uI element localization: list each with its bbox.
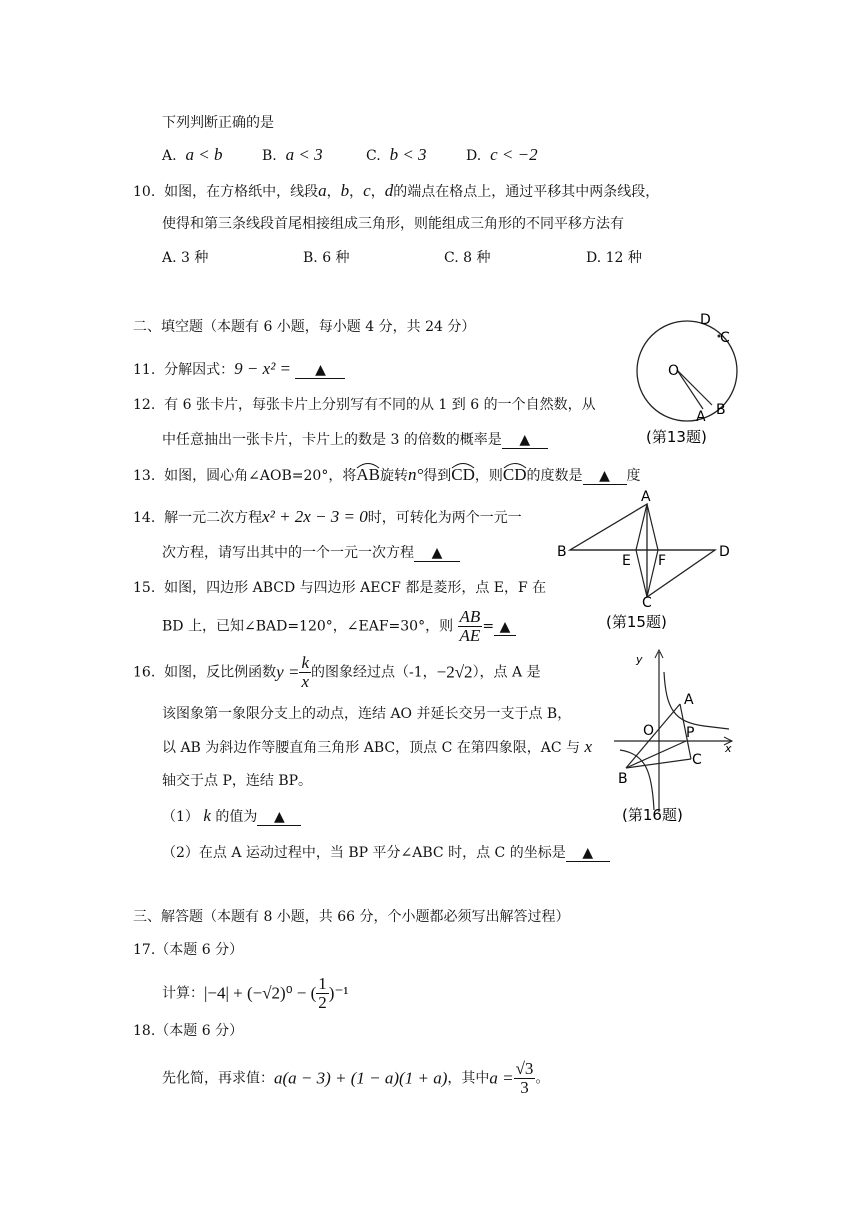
- fig15-label-b: B: [557, 544, 567, 560]
- q16-part1: （1） k 的值为 ▲: [162, 806, 301, 827]
- q10-option-b[interactable]: B. 6 种: [303, 250, 350, 266]
- q12-line1: 12. 有 6 张卡片，每张卡片上分别写有不同的从 1 到 6 的一个自然数，从: [133, 397, 596, 413]
- fig15-label-c: C: [642, 595, 652, 611]
- q16-line1: 16. 如图，反比例函数y = $\frac{k}{x}$ 的图象经过点（-1，−2√2），点 A 是: [133, 653, 541, 691]
- fig16-label-o: O: [643, 723, 655, 739]
- q9-option-a[interactable]: A. a < b: [162, 145, 223, 164]
- section3-heading: 三、解答题（本题有 8 小题，共 66 分，个小题都必须写出解答过程）: [133, 909, 570, 925]
- fig16-label-p: P: [686, 725, 695, 741]
- fig13-label-c: C: [720, 330, 730, 346]
- q15-line2: BD 上，已知∠BAD=120°，∠EAF=30°，则 $\frac{AB}{AE}$ = ▲: [162, 608, 516, 648]
- fig16-label-x: x: [725, 742, 732, 755]
- fig13-label-o: O: [668, 363, 680, 379]
- fig13-radius-ob: [677, 370, 712, 405]
- section2-heading: 二、填空题（本题有 6 小题，每小题 4 分，共 24 分）: [133, 319, 476, 335]
- q10-option-d[interactable]: D. 12 种: [586, 250, 642, 266]
- q16-answer-blank-1[interactable]: ▲: [257, 807, 301, 826]
- fig16-label-b: B: [618, 771, 628, 787]
- q9-option-c[interactable]: C. b < 3: [366, 145, 427, 164]
- q15-fraction: $\frac{AB}{AE}$: [459, 607, 481, 645]
- fig13-radius-oa: [677, 370, 703, 409]
- figure-16: [604, 644, 749, 829]
- q15-answer-blank[interactable]: ▲: [494, 617, 516, 636]
- fig16-hyperbola-q1: [664, 672, 729, 729]
- fig16-label-a: A: [684, 692, 694, 708]
- q16-line3: 以 AB 为斜边作等腰直角三角形 ABC，顶点 C 在第四象限，AC 与 x: [162, 737, 593, 756]
- q10-option-c[interactable]: C. 8 种: [444, 250, 491, 266]
- q14-line2: 次方程，请写出其中的一个一元一次方程 ▲: [162, 543, 460, 563]
- q12-answer-blank[interactable]: ▲: [502, 430, 548, 449]
- q11-answer-blank[interactable]: ▲: [295, 360, 345, 379]
- fig13-label-a: A: [696, 409, 706, 425]
- q13-arc-ab: AB: [356, 465, 380, 484]
- q16-line4: 轴交于点 P，连结 BP。: [162, 773, 313, 789]
- q16-part2: （2）在点 A 运动过程中，当 BP 平分∠ABC 时，点 C 的坐标是 ▲: [162, 843, 610, 863]
- q14-line1: 14. 解一元二次方程x² + 2x − 3 = 0时，可转化为两个一元一: [133, 507, 522, 526]
- fig13-caption: (第13题): [646, 428, 707, 446]
- q13-arc-cd: CD: [451, 465, 475, 484]
- q11: 11. 分解因式：9 − x² = ▲: [133, 359, 345, 380]
- q18-expression: 先化简，再求值：a(a − 3) + (1 − a)(1 + a)，其中a = $\frac{√3}{3}$ 。: [162, 1059, 550, 1097]
- q18-header: 18.（本题 6 分）: [133, 1023, 244, 1039]
- fig16-label-y: y: [636, 653, 643, 666]
- q10-line1: 10. 如图，在方格纸中，线段a，b，c，d的端点在格点上，通过平移其中两条线段，: [133, 181, 660, 200]
- fig15-caption: (第15题): [606, 613, 667, 631]
- q17-header: 17.（本题 6 分）: [133, 942, 244, 958]
- q15-line1: 15. 如图，四边形 ABCD 与四边形 AECF 都是菱形，点 E，F 在: [133, 580, 547, 596]
- q9-option-b[interactable]: B. a < 3: [262, 145, 323, 164]
- fig16-caption: (第16题): [622, 806, 683, 824]
- q16-line2: 该图象第一象限分支上的动点，连结 AO 并延长交另一支于点 B，: [162, 706, 572, 722]
- fig15-label-d: D: [719, 544, 730, 560]
- q9-option-d[interactable]: D. c < −2: [466, 145, 538, 164]
- fig16-label-c: C: [692, 752, 702, 768]
- fig13-label-d: D: [700, 312, 711, 328]
- figure-15: [554, 487, 744, 635]
- q12-line2: 中任意抽出一张卡片，卡片上的数是 3 的倍数的概率是 ▲: [162, 430, 548, 450]
- q13: 13. 如图，圆心角∠AOB=20°，将AB 旋转n°得到CD ，则CD 的度数是 ▲ 度: [133, 465, 641, 484]
- q16-fraction: $\frac{k}{x}$: [301, 653, 309, 691]
- q17-expression: 计算：|−4| + (−√2)⁰ − ( $\frac{1}{2}$ )⁻¹: [162, 974, 349, 1012]
- q13-arc-cd2: CD: [502, 465, 527, 484]
- fig15-label-e: E: [622, 553, 631, 569]
- fig15-label-a: A: [641, 489, 651, 505]
- figure-13: [632, 308, 752, 450]
- q10-options: [162, 248, 662, 268]
- fig15-label-f: F: [658, 553, 667, 569]
- q10-line2: 使得和第三条线段首尾相接组成三角形，则能组成三角形的不同平移方法有: [162, 216, 624, 232]
- q13-answer-blank[interactable]: ▲: [583, 466, 627, 485]
- fig13-label-b: B: [716, 402, 726, 418]
- q10-option-a[interactable]: A. 3 种: [162, 250, 209, 266]
- q9-lead: 下列判断正确的是: [162, 115, 274, 131]
- q16-answer-blank-2[interactable]: ▲: [566, 843, 610, 862]
- q14-answer-blank[interactable]: ▲: [414, 543, 460, 562]
